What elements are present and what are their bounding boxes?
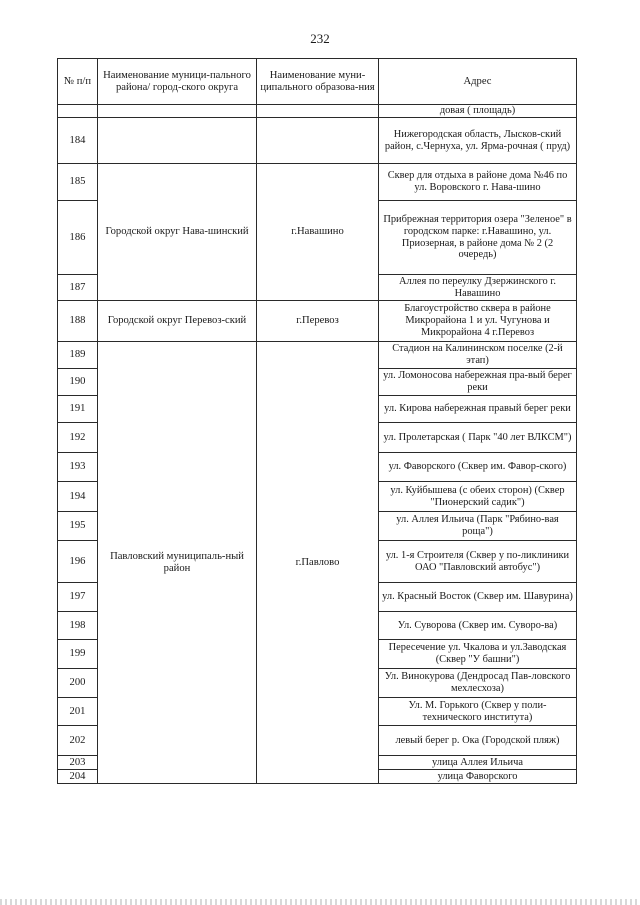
cell-address: левый берег р. Ока (Городской пляж) [379, 726, 577, 756]
cell-address: довая ( площадь) [379, 105, 577, 118]
cell-num: 188 [58, 301, 98, 342]
cell-address: ул. Аллея Ильича (Парк "Рябино-вая роща") [379, 512, 577, 541]
table-row [58, 301, 577, 342]
cell-num: 191 [58, 396, 98, 423]
cell-address: Аллея по переулку Дзержинского г. Навашино [379, 275, 577, 301]
header-municipality: Наименование муни-ципального образова-ния [257, 59, 379, 105]
cell-address: Сквер для отдыха в районе дома №46 по ул. Воровского г. Нава-шино [379, 164, 577, 201]
cell-num: 199 [58, 640, 98, 669]
header-address: Адрес [379, 59, 577, 105]
cell-address: ул. Кирова набережная правый берег реки [379, 396, 577, 423]
cell-municipality: г.Перевоз [257, 301, 379, 342]
cell-municipality [257, 105, 379, 118]
cell-address: Благоустройство сквера в районе Микрорайона 1 и ул. Чугунова и Микрорайона 4 г.Перевоз [379, 301, 577, 342]
cell-address: Прибрежная территория озера "Зеленое" в городском парке: г.Навашино, ул. Приозерная, в районе дома № 2 (2 очередь) [379, 201, 577, 275]
cell-num: 202 [58, 726, 98, 756]
header-district: Наименование муници-пального района/ город-ского округа [98, 59, 257, 105]
cell-num: 200 [58, 669, 98, 698]
cell-num: 186 [58, 201, 98, 275]
cell-district: Городской округ Нава-шинский [98, 164, 257, 301]
cell-address: ул. Фаворского (Сквер им. Фавор-ского) [379, 453, 577, 482]
cell-address: Пересечение ул. Чкалова и ул.Заводская (Сквер "У башни") [379, 640, 577, 669]
cell-address: ул. 1-я Строителя (Сквер у по-ликлиники ОАО "Павловский автобус") [379, 541, 577, 583]
page-number: 232 [310, 31, 330, 46]
cell-num: 201 [58, 698, 98, 726]
cell-municipality: г.Навашино [257, 164, 379, 301]
cell-num: 203 [58, 756, 98, 770]
cell-num: 196 [58, 541, 98, 583]
cell-num [58, 105, 98, 118]
cell-municipality [257, 118, 379, 164]
cell-address: Ул. М. Горького (Сквер у поли-технического института) [379, 698, 577, 726]
cell-num: 198 [58, 612, 98, 640]
scan-edge-artifact [0, 899, 640, 905]
cell-address: Ул. Винокурова (Дендросад Пав-ловского мехлесхоза) [379, 669, 577, 698]
cell-num: 193 [58, 453, 98, 482]
table-header-row [58, 59, 577, 105]
cell-address: Стадион на Калининском поселке (2-й этап) [379, 342, 577, 369]
cell-district: Павловский муниципаль-ный район [98, 342, 257, 784]
register-table [57, 58, 577, 784]
cell-num: 184 [58, 118, 98, 164]
cell-district [98, 118, 257, 164]
table-row [58, 118, 577, 164]
cell-num: 195 [58, 512, 98, 541]
cell-num: 197 [58, 583, 98, 612]
cell-district [98, 105, 257, 118]
cell-address: Нижегородская область, Лысков-ский район, с.Чернуха, ул. Ярма-рочная ( пруд) [379, 118, 577, 164]
header-num: № п/п [58, 59, 98, 105]
table-row-continued [58, 105, 577, 118]
cell-address: ул. Красный Восток (Сквер им. Шавурина) [379, 583, 577, 612]
cell-address: ул. Пролетарская ( Парк "40 лет ВЛКСМ") [379, 423, 577, 453]
cell-municipality: г.Павлово [257, 342, 379, 784]
cell-num: 190 [58, 369, 98, 396]
cell-num: 189 [58, 342, 98, 369]
cell-address: Ул. Суворова (Сквер им. Суворо-ва) [379, 612, 577, 640]
cell-num: 194 [58, 482, 98, 512]
cell-num: 204 [58, 770, 98, 784]
cell-district: Городской округ Перевоз-ский [98, 301, 257, 342]
cell-address: улица Аллея Ильича [379, 756, 577, 770]
cell-address: улица Фаворского [379, 770, 577, 784]
cell-address: ул. Ломоносова набережная пра-вый берег реки [379, 369, 577, 396]
cell-address: ул. Куйбышева (с обеих сторон) (Сквер "Пионерский садик") [379, 482, 577, 512]
table-row [58, 342, 577, 369]
cell-num: 192 [58, 423, 98, 453]
cell-num: 185 [58, 164, 98, 201]
table-row [58, 164, 577, 201]
cell-num: 187 [58, 275, 98, 301]
